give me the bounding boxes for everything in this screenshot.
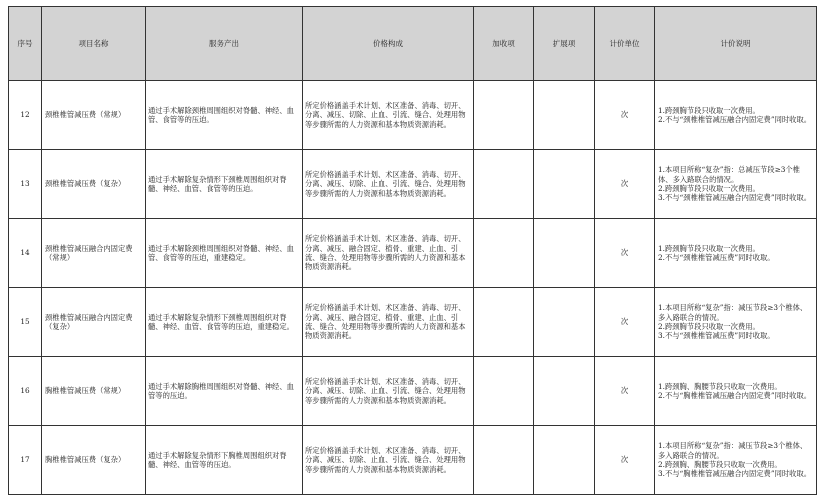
- cell-seq: 14: [9, 219, 42, 288]
- cell-extra: [474, 219, 534, 288]
- cell-service: 通过手术解除复杂情形下颈椎周围组织对脊髓、神经、血管、食管等的压迫。: [146, 150, 303, 219]
- table-row: [9, 150, 817, 219]
- cell-seq: 16: [9, 357, 42, 426]
- note-line: 2.不与“颈椎椎管减压费”同时收取。: [658, 253, 775, 262]
- cell-expand: [534, 219, 595, 288]
- cell-seq: 12: [9, 81, 42, 150]
- note-line: 3.不与“颈椎椎管减压费”同时收取。: [658, 331, 775, 341]
- cell-extra: [474, 288, 534, 357]
- cell-name: 颈椎椎管减压融合内固定费（复杂）: [42, 288, 146, 357]
- pricing-table: [8, 6, 817, 495]
- cell-service: 通过手术解除颈椎周围组织对脊髓、神经、血管、食管等的压迫。: [146, 81, 303, 150]
- table-row: [9, 357, 817, 426]
- cell-name: 胸椎椎管减压费（常规）: [42, 357, 146, 426]
- note-line: 2.跨颈胸节段只收取一次费用。: [658, 322, 760, 331]
- cell-price: 所定价格涵盖手术计划、术区准备、消毒、切开、分离、减压、切除、止血、引流、缝合、处理用物等步骤所需的人力资源和基本物质资源消耗。: [303, 150, 474, 219]
- header-unit: 计价单位: [595, 7, 655, 81]
- cell-expand: [534, 150, 595, 219]
- cell-unit: 次: [595, 219, 655, 288]
- cell-note: [655, 81, 817, 150]
- cell-note: [655, 288, 817, 357]
- cell-extra: [474, 81, 534, 150]
- note-line: 1.本项目所称“复杂”指：减压节段≥3个椎体、多入路联合的情况。: [658, 441, 808, 460]
- cell-expand: [534, 426, 595, 495]
- cell-seq: 13: [9, 150, 42, 219]
- table-row: [9, 288, 817, 357]
- cell-service: 通过手术解除复杂情形下颈椎周围组织对脊髓、神经、血管、食管等的压迫，重建稳定。: [146, 288, 303, 357]
- cell-note: [655, 150, 817, 219]
- cell-expand: [534, 288, 595, 357]
- cell-expand: [534, 357, 595, 426]
- cell-extra: [474, 150, 534, 219]
- cell-price: 所定价格涵盖手术计划、术区准备、消毒、切开、分离、减压、切除、止血、引流、缝合、处理用物等步骤所需的人力资源和基本物质资源消耗。: [303, 81, 474, 150]
- table-row: [9, 426, 817, 495]
- note-line: 2.跨颈胸节段只收取一次费用。: [658, 184, 760, 193]
- cell-name: 颈椎椎管减压费（复杂）: [42, 150, 146, 219]
- cell-price: 所定价格涵盖手术计划、术区准备、消毒、切开、分离、减压、融合固定、植骨、重建、止血、引流、缝合、处理用物等步骤所需的人力资源和基本物质资源消耗。: [303, 219, 474, 288]
- header-seq: 序号: [9, 7, 42, 81]
- cell-service: 通过手术解除颈椎周围组织对脊髓、神经、血管、食管等的压迫，重建稳定。: [146, 219, 303, 288]
- cell-name: 胸椎椎管减压费（复杂）: [42, 426, 146, 495]
- note-line: 2.跨颈胸、胸腰节段只收取一次费用。: [658, 460, 782, 469]
- note-line: 1.本项目所称“复杂”指：减压节段≥3个椎体、多入路联合的情况。: [658, 303, 808, 322]
- table-row: [9, 219, 817, 288]
- cell-note: [655, 357, 817, 426]
- header-expand: 扩展项: [534, 7, 595, 81]
- cell-unit: 次: [595, 81, 655, 150]
- cell-price: 所定价格涵盖手术计划、术区准备、消毒、切开、分离、减压、切除、止血、引流、缝合、处理用物等步骤所需的人力资源和基本物质资源消耗。: [303, 357, 474, 426]
- cell-note: [655, 219, 817, 288]
- cell-seq: 17: [9, 426, 42, 495]
- cell-price: 所定价格涵盖手术计划、术区准备、消毒、切开、分离、减压、切除、止血、引流、缝合、处理用物等步骤所需的人力资源和基本物质资源消耗。: [303, 426, 474, 495]
- cell-service: 通过手术解除复杂情形下胸椎周围组织对脊髓、神经、血管等的压迫。: [146, 426, 303, 495]
- header-extra: 加收项: [474, 7, 534, 81]
- cell-extra: [474, 426, 534, 495]
- cell-unit: 次: [595, 288, 655, 357]
- cell-expand: [534, 81, 595, 150]
- cell-price: 所定价格涵盖手术计划、术区准备、消毒、切开、分离、减压、融合固定、植骨、重建、止血、引流、缝合、处理用物等步骤所需的人力资源和基本物质资源消耗。: [303, 288, 474, 357]
- header-price: 价格构成: [303, 7, 474, 81]
- note-line: 1.跨颈胸节段只收取一次费用。: [658, 105, 760, 115]
- table-row: [9, 81, 817, 150]
- cell-name: 颈椎椎管减压融合内固定费（常规）: [42, 219, 146, 288]
- cell-seq: 15: [9, 288, 42, 357]
- note-line: 2.不与“颈椎椎管减压融合内固定费”同时收取。: [658, 115, 812, 124]
- cell-note: [655, 426, 817, 495]
- cell-extra: [474, 357, 534, 426]
- cell-service: 通过手术解除胸椎周围组织对脊髓、神经、血管等的压迫。: [146, 357, 303, 426]
- note-line: 2.不与“胸椎椎管减压融合内固定费”同时收取。: [658, 391, 812, 400]
- header-row: [9, 7, 817, 81]
- note-line: 1.跨颈胸、胸腰节段只收取一次费用。: [658, 381, 782, 391]
- header-note: 计价说明: [655, 7, 817, 81]
- cell-unit: 次: [595, 150, 655, 219]
- note-line: 3.不与“颈椎椎管减压融合内固定费”同时收取。: [658, 193, 812, 203]
- cell-unit: 次: [595, 426, 655, 495]
- note-line: 3.不与“胸椎椎管减压融合内固定费”同时收取。: [658, 469, 812, 479]
- cell-unit: 次: [595, 357, 655, 426]
- note-line: 1.跨颈胸节段只收取一次费用。: [658, 243, 760, 253]
- cell-name: 颈椎椎管减压费（常规）: [42, 81, 146, 150]
- header-name: 项目名称: [42, 7, 146, 81]
- header-service: 服务产出: [146, 7, 303, 81]
- note-line: 1.本项目所称“复杂”指：总减压节段≥3个椎体、多入路联合的情况。: [658, 165, 800, 184]
